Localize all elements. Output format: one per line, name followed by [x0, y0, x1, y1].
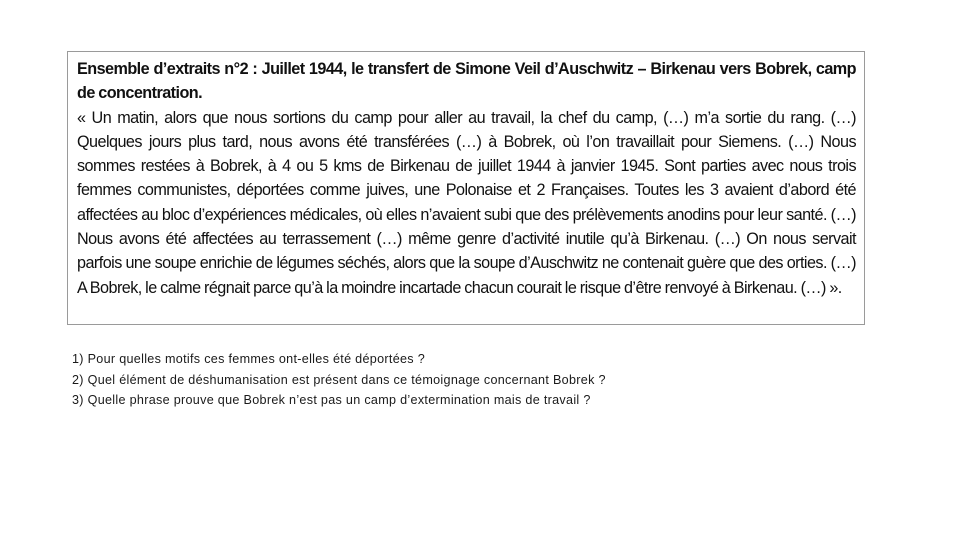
question-2: 2) Quel élément de déshumanisation est présent dans ce témoignage concernant Bobrek ? [72, 372, 606, 387]
question-3: 3) Quelle phrase prouve que Bobrek n’est pas un camp d’extermination mais de travail ? [72, 393, 591, 407]
question-1: 1) Pour quelles motifs ces femmes ont-elles été déportées ? [72, 352, 425, 366]
excerpt-body: « Un matin, alors que nous sortions du camp pour aller au travail, la chef du camp, (…) m’a sortie du rang. (…) Quelques jours plus tard, nous avons été transférées (…) à Bobrek, où l’on travaillait pour Siemens. (…) Nous sommes restées à Bobrek, à 4 ou 5 kms de Birkenau de juillet 1944 à janvier 1945. Sont parties avec nous trois femmes communistes, déportées comme juives, une Polonaise et 2 Françaises. Toutes les 3 avaient d’abord été affectées au bloc d’expériences médicales, où elles n’avaient subi que des prélèvements anodins pour leur santé. (…) Nous avons été affectées au terrassement (…) même genre d’activité inutile qu’à Birkenau. (…) On nous servait parfois une soupe enrichie de légumes séchés, alors que la soupe d’Auschwitz ne contenait guère que des orties. (…) A Bobrek, le calme régnait parce qu’à la moindre incartade chacun courait le risque d’être renvoyé à Birkenau. (…) ». [77, 108, 856, 297]
excerpt-title: Ensemble d’extraits n°2 : Juillet 1944, le transfert de Simone Veil d’Auschwitz – Birkenau vers Bobrek, camp de concentration. [77, 60, 856, 103]
excerpt-box [67, 51, 865, 325]
question-list [72, 349, 692, 411]
